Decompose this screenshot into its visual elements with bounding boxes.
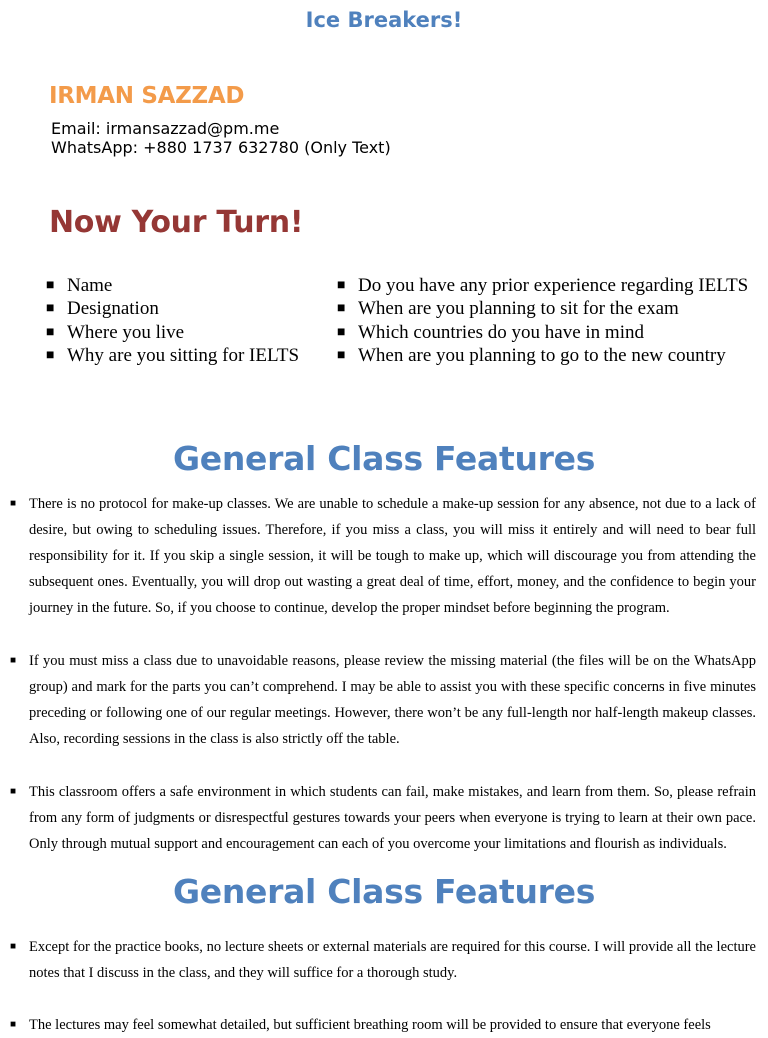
- bullet-icon: ■: [10, 941, 17, 952]
- bullet-icon: ■: [46, 278, 55, 293]
- paragraph: There is no protocol for make-up classes. We are unable to schedule a make-up session for any absence, not due to a lack of desire, but owing to scheduling issues. Therefore, if you miss a class, you will miss it entirely and will need to bear full responsibility for it. If you skip a single session, it will be tough to make up, which will discourage you from attending the subsequent ones. Eventually, you will drop out wasting a great deal of time, effort, money, and the confidence to begin your journey in the future. So, if you choose to continue, develop the proper mindset before beginning the program.: [29, 496, 756, 616]
- bullet-icon: ■: [10, 498, 17, 509]
- list-item: [48, 274, 299, 297]
- list-item: [339, 344, 748, 367]
- section-heading-features-1: General Class Features: [172, 439, 596, 478]
- question-text: Name: [67, 275, 113, 296]
- section-heading-features-2: General Class Features: [172, 872, 596, 911]
- bullet-icon: ■: [46, 301, 55, 317]
- paragraph: Except for the practice books, no lecture sheets or external materials are required for this course. I will provide all the lecture notes that I discuss in the class, and they will suffice for a thorough study.: [29, 939, 756, 981]
- paragraph: If you must miss a class due to unavoidable reasons, please review the missing material (the files will be on the WhatsApp group) and mark for the parts you can’t comprehend. I may be able to assist you with these specific concerns in five minutes preceding or following one of our regular meetings. However, there won’t be any full-length nor half-length makeup classes. Also, recording sessions in the class is also strictly off the table.: [29, 653, 756, 747]
- bullet-icon: ■: [10, 1019, 17, 1030]
- turn-heading: Now Your Turn!: [49, 205, 304, 240]
- page-title: Ice Breakers!: [305, 8, 463, 32]
- bullet-icon: ■: [10, 786, 17, 797]
- bullet-icon: ■: [337, 301, 346, 317]
- question-text: When are you planning to sit for the exam: [358, 298, 679, 320]
- question-text: When are you planning to go to the new country: [358, 344, 726, 366]
- list-item: [48, 297, 299, 320]
- question-text: Do you have any prior experience regarding IELTS: [358, 275, 749, 296]
- paragraph: The lectures may feel somewhat detailed, but sufficient breathing room will be provided to ensure that everyone feels: [29, 1017, 711, 1033]
- bullet-icon: ■: [46, 347, 55, 363]
- email-line: Email: irmansazzad@pm.me: [51, 119, 280, 138]
- question-list-left: [48, 274, 299, 367]
- question-text: Where you live: [67, 321, 185, 343]
- bullet-icon: ■: [10, 655, 17, 666]
- author-name: IRMAN SAZZAD: [49, 83, 245, 109]
- bullet-icon: ■: [337, 347, 346, 363]
- list-item: [48, 321, 299, 344]
- bullet-icon: ■: [337, 278, 346, 293]
- question-text: Why are you sitting for IELTS: [67, 344, 300, 366]
- question-text: Designation: [67, 298, 159, 320]
- question-text: Which countries do you have in mind: [358, 321, 644, 343]
- bullet-icon: ■: [46, 324, 55, 340]
- paragraph: This classroom offers a safe environment in which students can fail, make mistakes, and learn from them. So, please refrain from any form of judgments or disrespectful gestures towards your peers when everyone is trying to learn at their own pace. Only through mutual support and encouragement can each of you overcome your limitations and flourish as individuals.: [29, 784, 756, 852]
- whatsapp-line: WhatsApp: +880 1737 632780 (Only Text): [51, 138, 391, 157]
- list-item: [339, 274, 748, 297]
- list-item: [339, 297, 748, 320]
- list-item: [339, 321, 748, 344]
- question-list-right: [339, 274, 748, 367]
- bullet-icon: ■: [337, 324, 346, 340]
- list-item: [48, 344, 299, 367]
